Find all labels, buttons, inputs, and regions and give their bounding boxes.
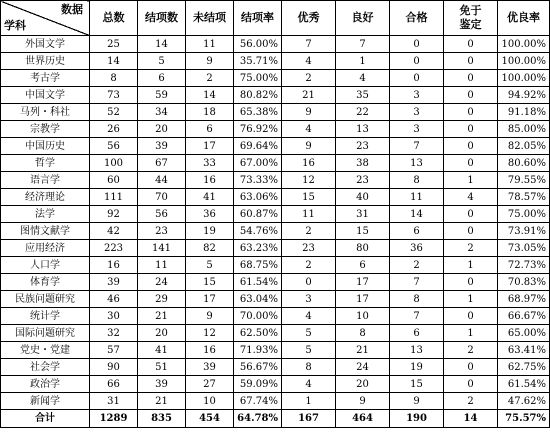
- row-pass: 19: [390, 359, 444, 376]
- row-exempt: 0: [444, 53, 498, 70]
- row-excellent: 0: [282, 274, 336, 291]
- row-total: 66: [90, 376, 138, 393]
- table-row: [1, 308, 550, 325]
- row-excellent: 7: [282, 36, 336, 53]
- row-completed: 20: [138, 325, 186, 342]
- row-good: 23: [336, 172, 390, 189]
- row-excellent: 21: [282, 87, 336, 104]
- row-pass: 36: [390, 240, 444, 257]
- row-not-completed: 9: [186, 53, 234, 70]
- row-not-completed: 82: [186, 240, 234, 257]
- row-total: 31: [90, 393, 138, 410]
- table-row: [1, 240, 550, 257]
- row-excellence-rate: 73.91%: [498, 223, 550, 240]
- corner-header: [1, 1, 90, 36]
- row-excellent: 11: [282, 206, 336, 223]
- row-excellence-rate: 70.83%: [498, 274, 550, 291]
- table-row: [1, 36, 550, 53]
- total-excellent: 167: [282, 410, 336, 428]
- table-row: [1, 104, 550, 121]
- row-completed: 141: [138, 240, 186, 257]
- table-row: [1, 53, 550, 70]
- row-exempt: 0: [444, 155, 498, 172]
- row-exempt: 2: [444, 240, 498, 257]
- row-good: 9: [336, 393, 390, 410]
- row-exempt: 0: [444, 104, 498, 121]
- table-row: [1, 393, 550, 410]
- row-completion-rate: 62.50%: [234, 325, 282, 342]
- row-pass: 15: [390, 376, 444, 393]
- row-exempt: 2: [444, 393, 498, 410]
- row-subject: 政治学: [1, 376, 90, 393]
- row-subject: 人口学: [1, 257, 90, 274]
- row-completed: 21: [138, 308, 186, 325]
- row-good: 20: [336, 376, 390, 393]
- table-row: [1, 121, 550, 138]
- row-total: 8: [90, 70, 138, 87]
- row-exempt: 0: [444, 223, 498, 240]
- row-completion-rate: 73.33%: [234, 172, 282, 189]
- row-exempt: 1: [444, 291, 498, 308]
- row-completed: 23: [138, 223, 186, 240]
- row-completion-rate: 63.23%: [234, 240, 282, 257]
- row-total: 16: [90, 257, 138, 274]
- row-exempt: 0: [444, 36, 498, 53]
- row-good: 15: [336, 223, 390, 240]
- row-subject: 中国历史: [1, 138, 90, 155]
- table-row: [1, 70, 550, 87]
- row-completed: 51: [138, 359, 186, 376]
- row-exempt: 0: [444, 359, 498, 376]
- row-not-completed: 2: [186, 70, 234, 87]
- row-good: 17: [336, 291, 390, 308]
- row-pass: 8: [390, 291, 444, 308]
- row-pass: 7: [390, 138, 444, 155]
- row-completion-rate: 67.00%: [234, 155, 282, 172]
- row-exempt: 2: [444, 342, 498, 359]
- row-excellence-rate: 100.00%: [498, 36, 550, 53]
- row-completion-rate: 80.82%: [234, 87, 282, 104]
- column-header-total: 总数: [90, 1, 138, 36]
- table-row: [1, 376, 550, 393]
- row-excellence-rate: 63.41%: [498, 342, 550, 359]
- row-total: 26: [90, 121, 138, 138]
- row-completed: 59: [138, 87, 186, 104]
- row-completed: 20: [138, 121, 186, 138]
- row-completion-rate: 65.38%: [234, 104, 282, 121]
- row-completed: 5: [138, 53, 186, 70]
- column-header-excellence-rate: 优良率: [498, 1, 550, 36]
- row-subject: 哲学: [1, 155, 90, 172]
- row-excellence-rate: 85.00%: [498, 121, 550, 138]
- row-completed: 39: [138, 138, 186, 155]
- row-exempt: 1: [444, 325, 498, 342]
- row-pass: 3: [390, 121, 444, 138]
- row-total: 42: [90, 223, 138, 240]
- row-pass: 3: [390, 87, 444, 104]
- row-excellent: 5: [282, 325, 336, 342]
- row-subject: 党史・党建: [1, 342, 90, 359]
- row-total: 111: [90, 189, 138, 206]
- row-excellent: 4: [282, 308, 336, 325]
- row-good: 31: [336, 206, 390, 223]
- row-good: 7: [336, 36, 390, 53]
- row-subject: 外国文学: [1, 36, 90, 53]
- row-completion-rate: 70.00%: [234, 308, 282, 325]
- row-excellence-rate: 72.73%: [498, 257, 550, 274]
- row-not-completed: 39: [186, 359, 234, 376]
- row-not-completed: 11: [186, 36, 234, 53]
- row-total: 100: [90, 155, 138, 172]
- table-row: [1, 359, 550, 376]
- row-subject: 宗教学: [1, 121, 90, 138]
- row-excellent: 9: [282, 138, 336, 155]
- row-not-completed: 16: [186, 172, 234, 189]
- row-subject: 社会学: [1, 359, 90, 376]
- row-completed: 67: [138, 155, 186, 172]
- row-excellent: 4: [282, 121, 336, 138]
- row-completed: 39: [138, 376, 186, 393]
- row-pass: 9: [390, 393, 444, 410]
- row-total: 73: [90, 87, 138, 104]
- row-not-completed: 15: [186, 274, 234, 291]
- row-completion-rate: 63.06%: [234, 189, 282, 206]
- row-not-completed: 17: [186, 138, 234, 155]
- row-completed: 29: [138, 291, 186, 308]
- row-excellent: 9: [282, 104, 336, 121]
- row-completed: 6: [138, 70, 186, 87]
- row-excellence-rate: 94.92%: [498, 87, 550, 104]
- row-subject: 语言学: [1, 172, 90, 189]
- row-not-completed: 9: [186, 308, 234, 325]
- row-exempt: 0: [444, 87, 498, 104]
- row-total: 52: [90, 104, 138, 121]
- row-pass: 6: [390, 223, 444, 240]
- row-completed: 21: [138, 393, 186, 410]
- row-good: 13: [336, 121, 390, 138]
- row-completion-rate: 54.76%: [234, 223, 282, 240]
- row-pass: 13: [390, 342, 444, 359]
- row-excellence-rate: 73.05%: [498, 240, 550, 257]
- table-row: [1, 257, 550, 274]
- row-exempt: 0: [444, 121, 498, 138]
- row-excellent: 3: [282, 291, 336, 308]
- row-pass: 7: [390, 308, 444, 325]
- row-total: 46: [90, 291, 138, 308]
- row-subject: 国际问题研究: [1, 325, 90, 342]
- row-completion-rate: 61.54%: [234, 274, 282, 291]
- row-completed: 24: [138, 274, 186, 291]
- row-not-completed: 12: [186, 325, 234, 342]
- column-header-good: 良好: [336, 1, 390, 36]
- column-header-pass: 合格: [390, 1, 444, 36]
- row-good: 4: [336, 70, 390, 87]
- row-exempt: 0: [444, 376, 498, 393]
- total-row: [1, 410, 550, 428]
- corner-header-data-label: 数据: [61, 3, 83, 16]
- row-pass: 2: [390, 257, 444, 274]
- row-not-completed: 10: [186, 393, 234, 410]
- table-row: [1, 172, 550, 189]
- total-total: 1289: [90, 410, 138, 428]
- row-good: 80: [336, 240, 390, 257]
- row-excellent: 2: [282, 223, 336, 240]
- row-good: 1: [336, 53, 390, 70]
- row-completed: 14: [138, 36, 186, 53]
- row-good: 22: [336, 104, 390, 121]
- column-header-not-completed: 未结项: [186, 1, 234, 36]
- row-excellent: 4: [282, 53, 336, 70]
- row-completion-rate: 75.00%: [234, 70, 282, 87]
- row-not-completed: 14: [186, 87, 234, 104]
- total-completed: 835: [138, 410, 186, 428]
- row-excellence-rate: 91.18%: [498, 104, 550, 121]
- total-subject: 合计: [1, 410, 90, 428]
- row-total: 57: [90, 342, 138, 359]
- column-header-excellent: 优秀: [282, 1, 336, 36]
- row-good: 23: [336, 138, 390, 155]
- row-completion-rate: 68.75%: [234, 257, 282, 274]
- row-excellence-rate: 61.54%: [498, 376, 550, 393]
- row-subject: 中国文学: [1, 87, 90, 104]
- row-not-completed: 16: [186, 342, 234, 359]
- row-exempt: 0: [444, 206, 498, 223]
- row-completion-rate: 69.64%: [234, 138, 282, 155]
- row-completion-rate: 35.71%: [234, 53, 282, 70]
- row-subject: 体育学: [1, 274, 90, 291]
- row-not-completed: 17: [186, 291, 234, 308]
- row-excellence-rate: 82.05%: [498, 138, 550, 155]
- row-subject: 经济理论: [1, 189, 90, 206]
- row-good: 17: [336, 274, 390, 291]
- row-excellent: 16: [282, 155, 336, 172]
- total-excellence-rate: 75.57%: [498, 410, 550, 428]
- table-row: [1, 138, 550, 155]
- row-excellent: 2: [282, 257, 336, 274]
- row-excellence-rate: 100.00%: [498, 70, 550, 87]
- row-pass: 3: [390, 104, 444, 121]
- row-completed: 70: [138, 189, 186, 206]
- row-not-completed: 33: [186, 155, 234, 172]
- row-subject: 民族问题研究: [1, 291, 90, 308]
- row-excellent: 2: [282, 70, 336, 87]
- row-excellence-rate: 78.57%: [498, 189, 550, 206]
- row-pass: 14: [390, 206, 444, 223]
- total-good: 464: [336, 410, 390, 428]
- row-subject: 考古学: [1, 70, 90, 87]
- row-pass: 11: [390, 189, 444, 206]
- row-total: 14: [90, 53, 138, 70]
- row-excellent: 1: [282, 393, 336, 410]
- row-exempt: 1: [444, 172, 498, 189]
- row-completion-rate: 71.93%: [234, 342, 282, 359]
- row-subject: 应用经济: [1, 240, 90, 257]
- row-pass: 0: [390, 53, 444, 70]
- total-completion-rate: 64.78%: [234, 410, 282, 428]
- table-row: [1, 291, 550, 308]
- row-good: 6: [336, 257, 390, 274]
- row-good: 38: [336, 155, 390, 172]
- column-header-exempt-label: 免于鉴定: [459, 4, 482, 31]
- row-subject: 法学: [1, 206, 90, 223]
- row-total: 60: [90, 172, 138, 189]
- total-not-completed: 454: [186, 410, 234, 428]
- table-row: [1, 342, 550, 359]
- row-completion-rate: 59.09%: [234, 376, 282, 393]
- row-completion-rate: 63.04%: [234, 291, 282, 308]
- row-excellence-rate: 75.00%: [498, 206, 550, 223]
- row-total: 25: [90, 36, 138, 53]
- row-completed: 11: [138, 257, 186, 274]
- table-row: [1, 189, 550, 206]
- row-good: 40: [336, 189, 390, 206]
- row-pass: 0: [390, 36, 444, 53]
- row-not-completed: 27: [186, 376, 234, 393]
- row-subject: 世界历史: [1, 53, 90, 70]
- column-header-completed: 结项数: [138, 1, 186, 36]
- row-total: 223: [90, 240, 138, 257]
- header-row: [1, 1, 550, 36]
- table-row: [1, 206, 550, 223]
- row-good: 8: [336, 325, 390, 342]
- row-good: 21: [336, 342, 390, 359]
- row-excellent: 5: [282, 342, 336, 359]
- row-exempt: 0: [444, 308, 498, 325]
- row-not-completed: 19: [186, 223, 234, 240]
- row-completion-rate: 56.00%: [234, 36, 282, 53]
- row-completed: 41: [138, 342, 186, 359]
- row-pass: 8: [390, 172, 444, 189]
- row-total: 30: [90, 308, 138, 325]
- row-completed: 56: [138, 206, 186, 223]
- row-good: 10: [336, 308, 390, 325]
- row-completed: 34: [138, 104, 186, 121]
- row-pass: 13: [390, 155, 444, 172]
- table-body: [1, 36, 550, 410]
- row-pass: 0: [390, 70, 444, 87]
- row-excellence-rate: 80.60%: [498, 155, 550, 172]
- total-exempt: 14: [444, 410, 498, 428]
- row-exempt: 4: [444, 189, 498, 206]
- row-exempt: 1: [444, 257, 498, 274]
- row-excellence-rate: 62.75%: [498, 359, 550, 376]
- table-row: [1, 155, 550, 172]
- row-exempt: 0: [444, 70, 498, 87]
- row-excellent: 23: [282, 240, 336, 257]
- row-not-completed: 5: [186, 257, 234, 274]
- row-excellence-rate: 79.55%: [498, 172, 550, 189]
- row-not-completed: 6: [186, 121, 234, 138]
- row-excellent: 8: [282, 359, 336, 376]
- total-pass: 190: [390, 410, 444, 428]
- table-row: [1, 87, 550, 104]
- row-not-completed: 36: [186, 206, 234, 223]
- row-total: 90: [90, 359, 138, 376]
- row-total: 39: [90, 274, 138, 291]
- row-total: 92: [90, 206, 138, 223]
- row-excellent: 15: [282, 189, 336, 206]
- row-exempt: 0: [444, 138, 498, 155]
- row-completed: 44: [138, 172, 186, 189]
- row-excellence-rate: 66.67%: [498, 308, 550, 325]
- row-not-completed: 18: [186, 104, 234, 121]
- row-pass: 6: [390, 325, 444, 342]
- column-header-exempt: [444, 1, 498, 36]
- row-excellence-rate: 47.62%: [498, 393, 550, 410]
- row-completion-rate: 56.67%: [234, 359, 282, 376]
- column-header-completion-rate: 结项率: [234, 1, 282, 36]
- row-pass: 7: [390, 274, 444, 291]
- row-good: 35: [336, 87, 390, 104]
- row-excellence-rate: 68.97%: [498, 291, 550, 308]
- row-subject: 统计学: [1, 308, 90, 325]
- row-excellent: 4: [282, 376, 336, 393]
- row-exempt: 0: [444, 274, 498, 291]
- row-total: 32: [90, 325, 138, 342]
- table-row: [1, 274, 550, 291]
- row-excellent: 12: [282, 172, 336, 189]
- table-row: [1, 223, 550, 240]
- corner-header-subject-label: 学科: [4, 19, 26, 32]
- row-good: 24: [336, 359, 390, 376]
- row-excellence-rate: 65.00%: [498, 325, 550, 342]
- row-subject: 新闻学: [1, 393, 90, 410]
- row-subject: 马列・科社: [1, 104, 90, 121]
- row-completion-rate: 76.92%: [234, 121, 282, 138]
- row-completion-rate: 67.74%: [234, 393, 282, 410]
- row-completion-rate: 60.87%: [234, 206, 282, 223]
- row-not-completed: 41: [186, 189, 234, 206]
- row-total: 56: [90, 138, 138, 155]
- table-row: [1, 325, 550, 342]
- row-excellence-rate: 100.00%: [498, 53, 550, 70]
- row-subject: 图情文献学: [1, 223, 90, 240]
